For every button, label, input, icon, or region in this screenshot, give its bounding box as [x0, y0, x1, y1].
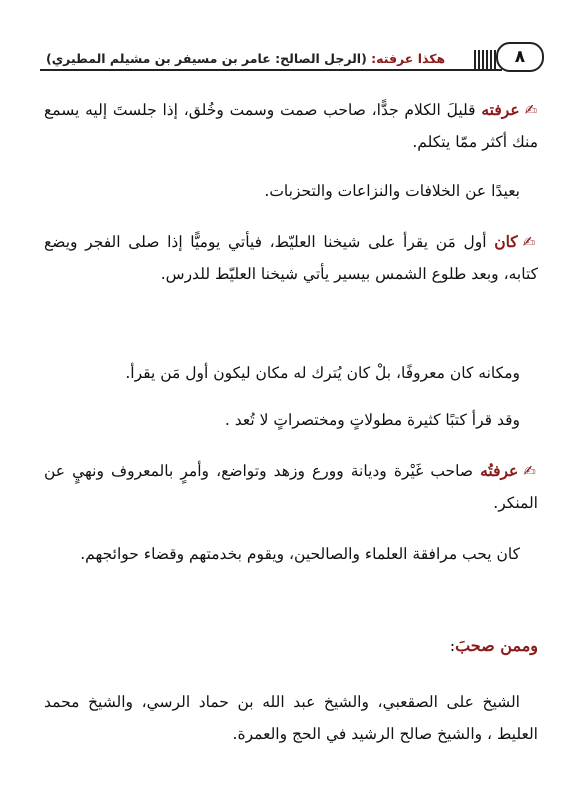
paragraph-text: كان يحب مرافقة العلماء والصالحين، ويقوم بخدمتهم وقضاء حوائجهم.	[80, 545, 520, 563]
header-title	[46, 51, 466, 66]
paragraph-3	[44, 226, 538, 290]
header-rule	[40, 69, 502, 71]
paragraph-5	[44, 404, 538, 436]
pen-writing-icon: ✍	[523, 462, 538, 480]
header-ornament-icon	[472, 50, 498, 69]
paragraph-text: ومكانه كان معروفًا، بلْ كان يُترك له مكان ليكون أول مَن يقرأ.	[125, 364, 520, 382]
paragraph-text: الشيخ على الصقعبي، والشيخ عبد الله بن حماد الرسي، والشيخ محمد العليط ، والشيخ صالح الرشيد في الحج والعمرة.	[44, 693, 538, 743]
header-title-prefix: هكذا عرفته:	[371, 51, 446, 66]
paragraph-keyword: عرفتُه	[480, 461, 519, 480]
paragraph-6	[44, 455, 538, 519]
running-header	[40, 38, 546, 78]
paragraph-keyword: كان	[494, 232, 518, 251]
paragraph-text: قليلَ الكلام جدًّا، صاحب صمت وسمت وخُلق، إذا جلستَ إليه يسمع منك أكثر ممّا يتكلم.	[44, 101, 538, 151]
paragraph-keyword: عرفته	[481, 100, 520, 119]
pen-writing-icon: ✍	[524, 101, 538, 119]
paragraph-8	[44, 686, 538, 750]
paragraph-2	[44, 175, 538, 207]
paragraph-1	[44, 94, 538, 158]
paragraph-text: بعيدًا عن الخلافات والنزاعات والتحزبات.	[264, 182, 520, 200]
pen-writing-icon: ✍	[522, 233, 538, 251]
header-title-text: (الرجل الصالح: عامر بن مسيفر بن مشيلم المطيري)	[46, 51, 372, 66]
paragraph-7	[44, 538, 538, 570]
paragraph-text: صاحب غَيْرة وديانة وورع وزهد وتواضع، وأمرٍ بالمعروف ونهيٍ عن المنكر.	[44, 462, 538, 512]
section-heading: وممن صحبَ:	[449, 636, 538, 655]
paragraph-text: وقد قرأ كتبًا كثيرة مطولاتٍ ومختصراتٍ لا تُعد .	[224, 411, 520, 429]
page-number: ٨	[496, 42, 544, 72]
paragraph-text: أول مَن يقرأ على شيخنا العليّط، فيأتي يوميًّا إذا صلى الفجر ويضع كتابه، وبعد طلوع الشمس بيسير يأتي شيخنا العليّط للدرس.	[44, 233, 538, 283]
paragraph-4	[44, 357, 538, 389]
